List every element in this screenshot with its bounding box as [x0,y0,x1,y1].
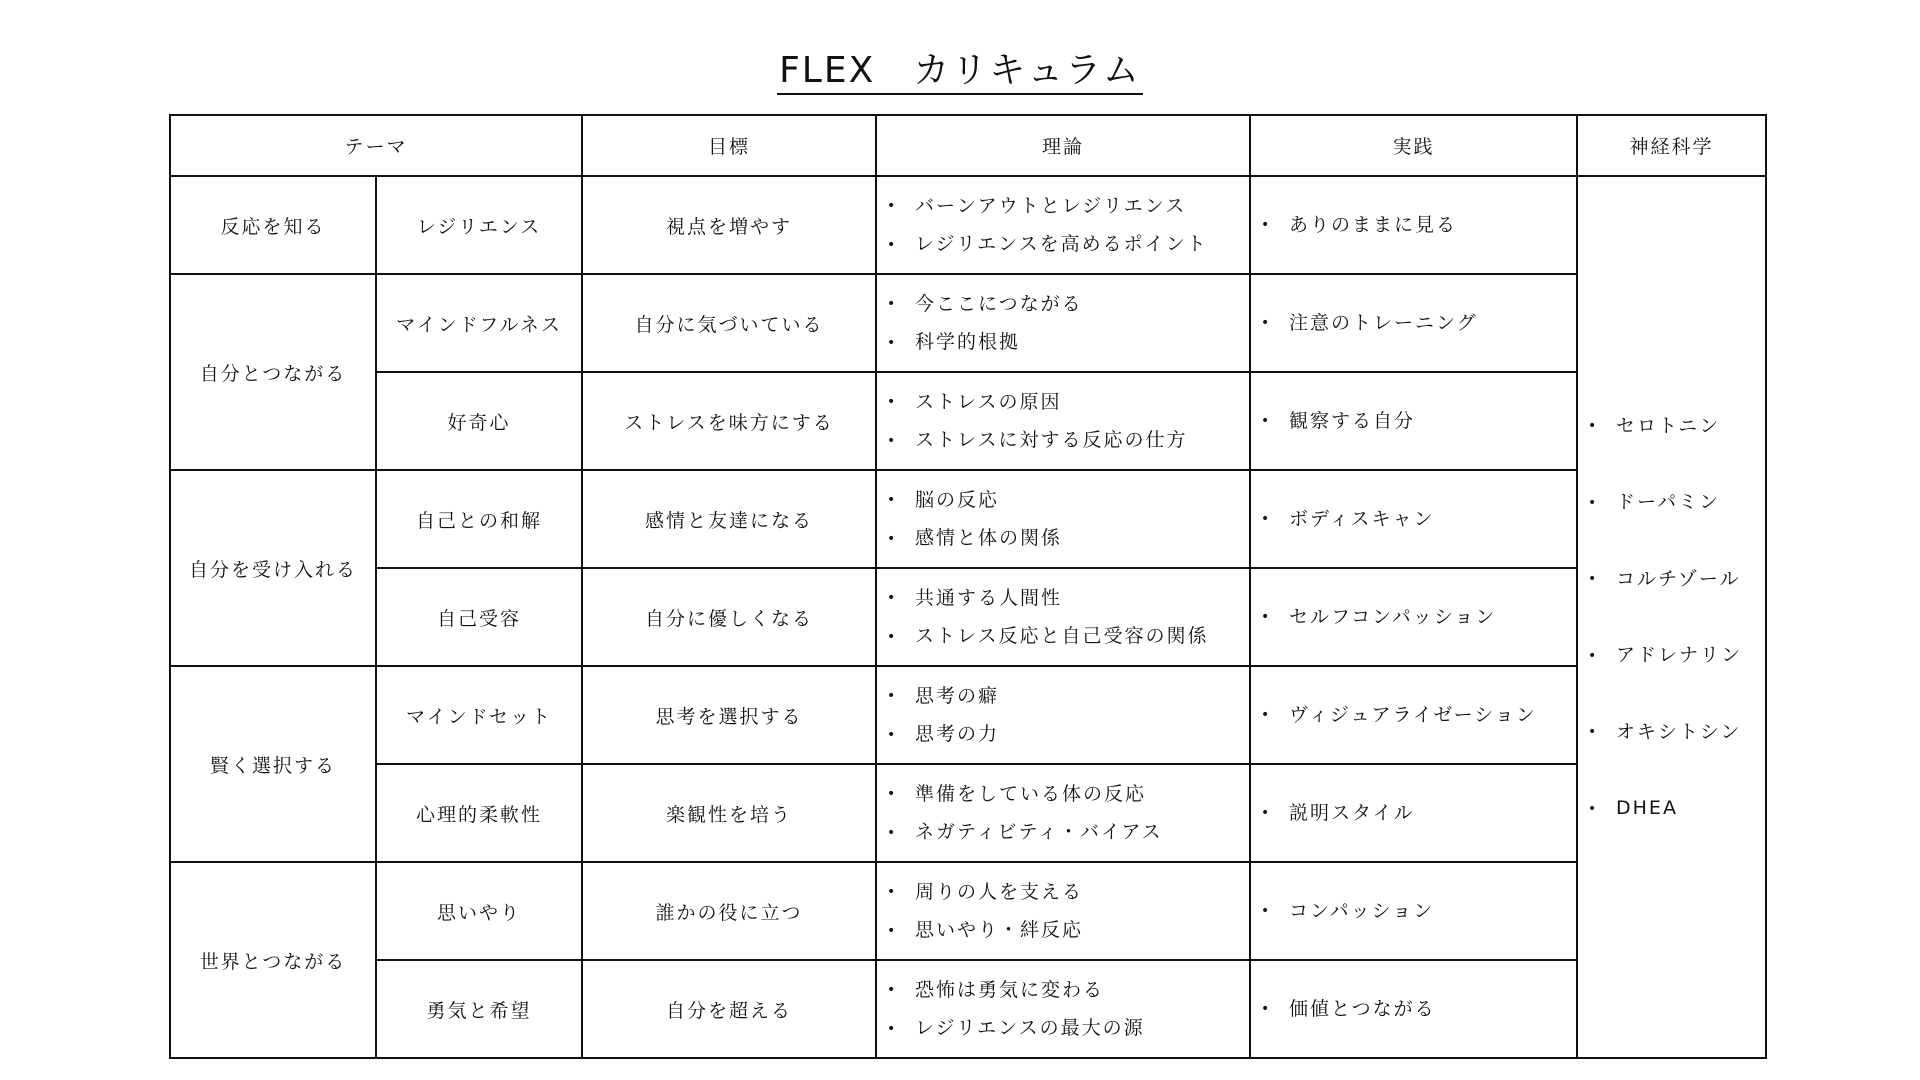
subtheme-cell: マインドセット [376,666,582,764]
practice-item: • 注意のトレーニング [1261,304,1576,343]
theory-cell [876,470,1250,568]
table-row [170,176,1766,274]
header-row [170,115,1766,176]
practice-cell [1250,176,1577,274]
subtheme-cell: 好奇心 [376,372,582,470]
practice-item: • 価値とつながる [1261,990,1576,1029]
neuroscience-item: • コルチゾール [1588,541,1765,618]
goal-cell: 感情と友達になる [582,470,876,568]
practice-cell [1250,666,1577,764]
theme-cell: 自分を受け入れる [170,470,376,666]
neuroscience-cell [1577,176,1766,1058]
goal-cell: 思考を選択する [582,666,876,764]
theory-item: • 恐怖は勇気に変わる [887,971,1249,1010]
goal-cell: 自分に気づいている [582,274,876,372]
practice-cell [1250,764,1577,862]
practice-cell [1250,470,1577,568]
theory-cell [876,764,1250,862]
header-theme: テーマ [170,115,582,176]
theme-cell: 賢く選択する [170,666,376,862]
neuroscience-item: • アドレナリン [1588,617,1765,694]
theory-item: • 今ここにつながる [887,285,1249,324]
table-row [170,274,1766,372]
theory-item: • レジリエンスを高めるポイント [887,225,1249,264]
practice-item: • 観察する自分 [1261,402,1576,441]
practice-item: • 説明スタイル [1261,794,1576,833]
page-title [0,46,1920,96]
practice-item: • コンパッション [1261,892,1576,931]
theory-cell [876,568,1250,666]
goal-cell: 自分に優しくなる [582,568,876,666]
theory-item: • 思考の癖 [887,677,1249,716]
subtheme-cell: レジリエンス [376,176,582,274]
neuroscience-item: • DHEA [1588,770,1765,847]
theory-item: • 感情と体の関係 [887,519,1249,558]
theory-item: • 準備をしている体の反応 [887,775,1249,814]
table-row [170,568,1766,666]
goal-cell: ストレスを味方にする [582,372,876,470]
table-row [170,666,1766,764]
table-row [170,372,1766,470]
theory-cell [876,372,1250,470]
goal-cell: 自分を超える [582,960,876,1058]
theory-item: • 思考の力 [887,715,1249,754]
theory-item: • レジリエンスの最大の源 [887,1009,1249,1048]
table-row [170,470,1766,568]
theory-item: • バーンアウトとレジリエンス [887,187,1249,226]
theme-cell: 世界とつながる [170,862,376,1058]
theory-cell [876,960,1250,1058]
subtheme-cell: マインドフルネス [376,274,582,372]
header-practice: 実践 [1250,115,1577,176]
practice-item: • ヴィジュアライゼーション [1261,696,1576,735]
subtheme-cell: 自己受容 [376,568,582,666]
theory-item: • 共通する人間性 [887,579,1249,618]
theory-item: • ネガティビティ・バイアス [887,813,1249,852]
theme-cell: 自分とつながる [170,274,376,470]
goal-cell: 楽観性を培う [582,764,876,862]
table-row [170,862,1766,960]
theory-cell [876,666,1250,764]
neuroscience-item: • ドーパミン [1588,464,1765,541]
subtheme-cell: 勇気と希望 [376,960,582,1058]
theory-item: • ストレス反応と自己受容の関係 [887,617,1249,656]
practice-item: • ボディスキャン [1261,500,1576,539]
curriculum-table [169,114,1767,1059]
neuroscience-item: • セロトニン [1588,388,1765,465]
header-theory: 理論 [876,115,1250,176]
theory-cell [876,176,1250,274]
theme-cell: 反応を知る [170,176,376,274]
table-row [170,960,1766,1058]
theory-item: • ストレスの原因 [887,383,1249,422]
subtheme-cell: 自己との和解 [376,470,582,568]
goal-cell: 視点を増やす [582,176,876,274]
practice-cell [1250,372,1577,470]
theory-item: • 科学的根拠 [887,323,1249,362]
theory-item: • ストレスに対する反応の仕方 [887,421,1249,460]
subtheme-cell: 思いやり [376,862,582,960]
theory-item: • 周りの人を支える [887,873,1249,912]
theory-item: • 思いやり・絆反応 [887,911,1249,950]
practice-cell [1250,862,1577,960]
header-neuroscience: 神経科学 [1577,115,1766,176]
theory-item: • 脳の反応 [887,481,1249,520]
practice-item: • ありのままに見る [1261,206,1576,245]
goal-cell: 誰かの役に立つ [582,862,876,960]
theory-cell [876,862,1250,960]
practice-cell [1250,960,1577,1058]
theory-cell [876,274,1250,372]
table-row [170,764,1766,862]
subtheme-cell: 心理的柔軟性 [376,764,582,862]
practice-item: • セルフコンパッション [1261,598,1576,637]
neuroscience-item: • オキシトシン [1588,694,1765,771]
header-goal: 目標 [582,115,876,176]
practice-cell [1250,274,1577,372]
page-title-text: FLEX カリキュラム [777,50,1143,95]
practice-cell [1250,568,1577,666]
